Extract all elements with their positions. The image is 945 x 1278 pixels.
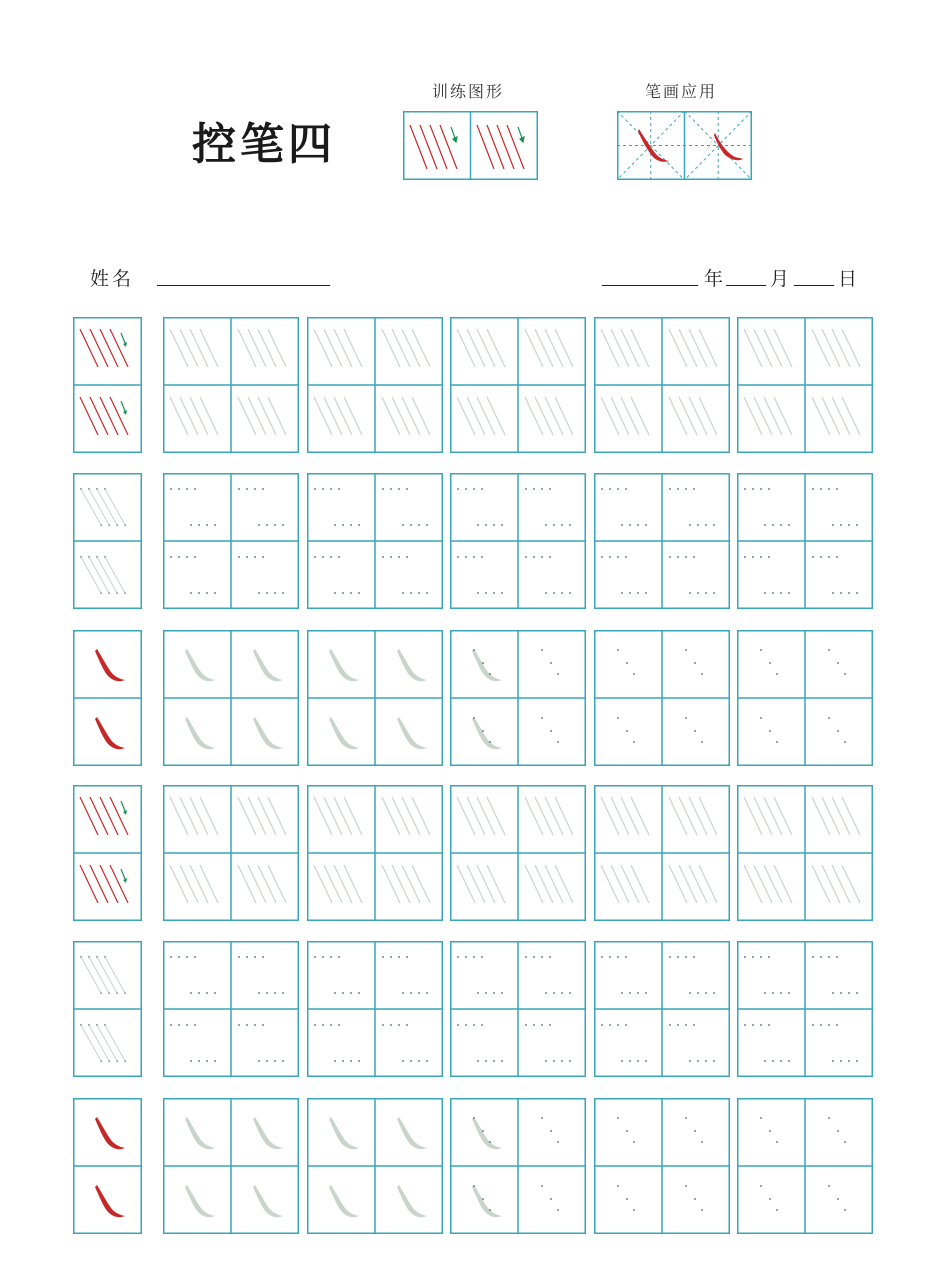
practice-block[interactable] [594, 630, 730, 766]
practice-block[interactable] [163, 630, 299, 766]
practice-block[interactable] [307, 317, 443, 453]
stroke-application-demo [617, 111, 752, 180]
demo-cell-pie-stroke [73, 630, 142, 766]
practice-block[interactable] [307, 630, 443, 766]
practice-block[interactable] [307, 1098, 443, 1234]
practice-block[interactable] [450, 473, 586, 609]
practice-block[interactable] [594, 941, 730, 1077]
practice-block[interactable] [163, 1098, 299, 1234]
practice-block[interactable] [594, 785, 730, 921]
practice-block[interactable] [737, 1098, 873, 1234]
stroke-application-caption: 笔画应用 [645, 82, 718, 101]
practice-block[interactable] [163, 317, 299, 453]
practice-block[interactable] [450, 630, 586, 766]
practice-block[interactable] [307, 785, 443, 921]
name-field[interactable] [157, 285, 330, 286]
demo-cell-dotted-diagonals [73, 473, 142, 609]
training-figure-caption: 训练图形 [432, 82, 505, 101]
practice-block[interactable] [737, 941, 873, 1077]
practice-block[interactable] [737, 473, 873, 609]
practice-block[interactable] [594, 1098, 730, 1234]
demo-cell-dotted-diagonals [73, 941, 142, 1077]
practice-block[interactable] [737, 317, 873, 453]
practice-block[interactable] [307, 473, 443, 609]
practice-block[interactable] [450, 1098, 586, 1234]
practice-block[interactable] [163, 785, 299, 921]
practice-block[interactable] [737, 630, 873, 766]
practice-block[interactable] [737, 785, 873, 921]
page-title: 控笔四 [192, 119, 336, 170]
day-label: 日 [838, 268, 858, 290]
practice-block[interactable] [450, 785, 586, 921]
month-field[interactable] [726, 285, 766, 286]
demo-cell-diagonal-lines [73, 785, 142, 921]
practice-block[interactable] [594, 317, 730, 453]
year-field[interactable] [602, 285, 698, 286]
practice-block[interactable] [307, 941, 443, 1077]
practice-block[interactable] [450, 941, 586, 1077]
month-label: 月 [770, 268, 790, 290]
practice-block[interactable] [450, 317, 586, 453]
year-label: 年 [704, 268, 724, 290]
practice-block[interactable] [594, 473, 730, 609]
name-label: 姓名 [90, 268, 135, 290]
day-field[interactable] [794, 285, 834, 286]
demo-cell-pie-stroke [73, 1098, 142, 1234]
demo-cell-diagonal-lines [73, 317, 142, 453]
practice-block[interactable] [163, 473, 299, 609]
training-figure-demo [403, 111, 538, 180]
practice-block[interactable] [163, 941, 299, 1077]
